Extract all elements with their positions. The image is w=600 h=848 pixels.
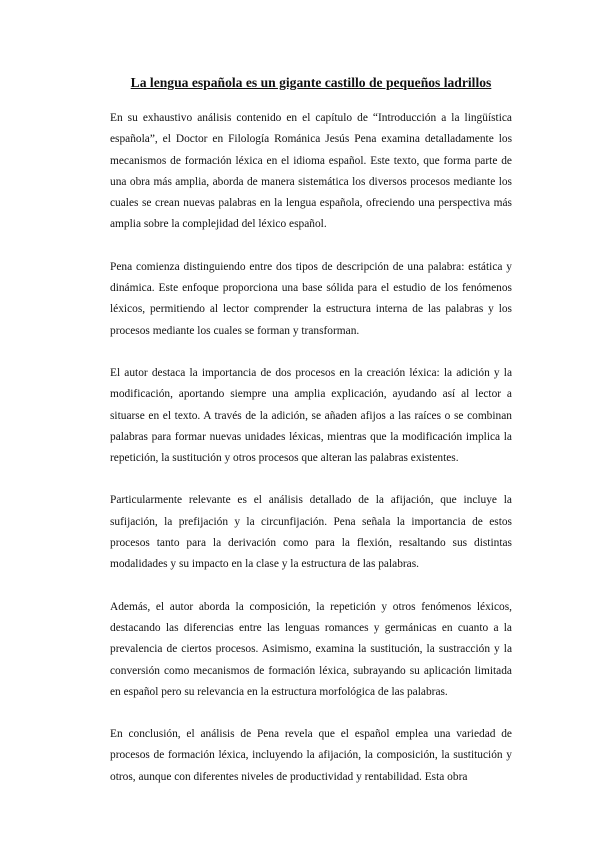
paragraph-6: En conclusión, el análisis de Pena revela que el español emplea una variedad de procesos de formación léxica, incluyendo la afijación, la composición, la sustitución y otros, aunque con diferentes niveles de productividad y rentabilidad. Esta obra bbox=[110, 728, 512, 783]
paragraph-3: El autor destaca la importancia de dos procesos en la creación léxica: la adición y la modificación, aportando siempre una amplia explicación, ayudando así al lector a situarse en el texto. A través de la adición, se añaden afijos a las raíces o se combinan palabras para formar nuevas unidades léxicas, mientras que la modificación implica la repetición, la sustitución y otros procesos que alteran las palabras existentes. bbox=[110, 366, 512, 465]
paragraph-2: Pena comienza distinguiendo entre dos tipos de descripción de una palabra: estática y dinámica. Este enfoque proporciona una base sólida para el estudio de los fenómenos léxicos, permitiendo al lector comprender la estructura interna de las palabras y los procesos mediante los cuales se forman y transforman. bbox=[110, 260, 512, 337]
paragraph-5: Además, el autor aborda la composición, la repetición y otros fenómenos léxicos, destacando las diferencias entre las lenguas romances y germánicas en cuanto a la prevalencia de ciertos procesos. Asimismo, examina la sustitución, la sustracción y la conversión como mecanismos de formación léxica, subrayando su aplicación limitada en español pero su relevancia en la estructura morfológica de las palabras. bbox=[110, 600, 512, 698]
document-title: La lengua española es un gigante castillo de pequeños ladrillos bbox=[130, 75, 492, 90]
paragraph-4: Particularmente relevante es el análisis detallado de la afijación, que incluye la sufijación, la prefijación y la circunfijación. Pena señala la importancia de estos procesos tanto para la derivación como para la flexión, resaltando sus distintas modalidades y su impacto en la clase y la estructura de las palabras. bbox=[110, 494, 512, 571]
paragraph-1: En su exhaustivo análisis contenido en el capítulo de “Introducción a la lingüística española”, el Doctor en Filología Románica Jesús Pena examina detalladamente los mecanismos de formación léxica en el idioma español. Este texto, que forma parte de una obra más amplia, aborda de manera sistemática los diversos procesos mediante los cuales se crean nuevas palabras en la lengua española, ofreciendo una perspectiva más amplia sobre la complejidad del léxico español. bbox=[110, 112, 512, 231]
